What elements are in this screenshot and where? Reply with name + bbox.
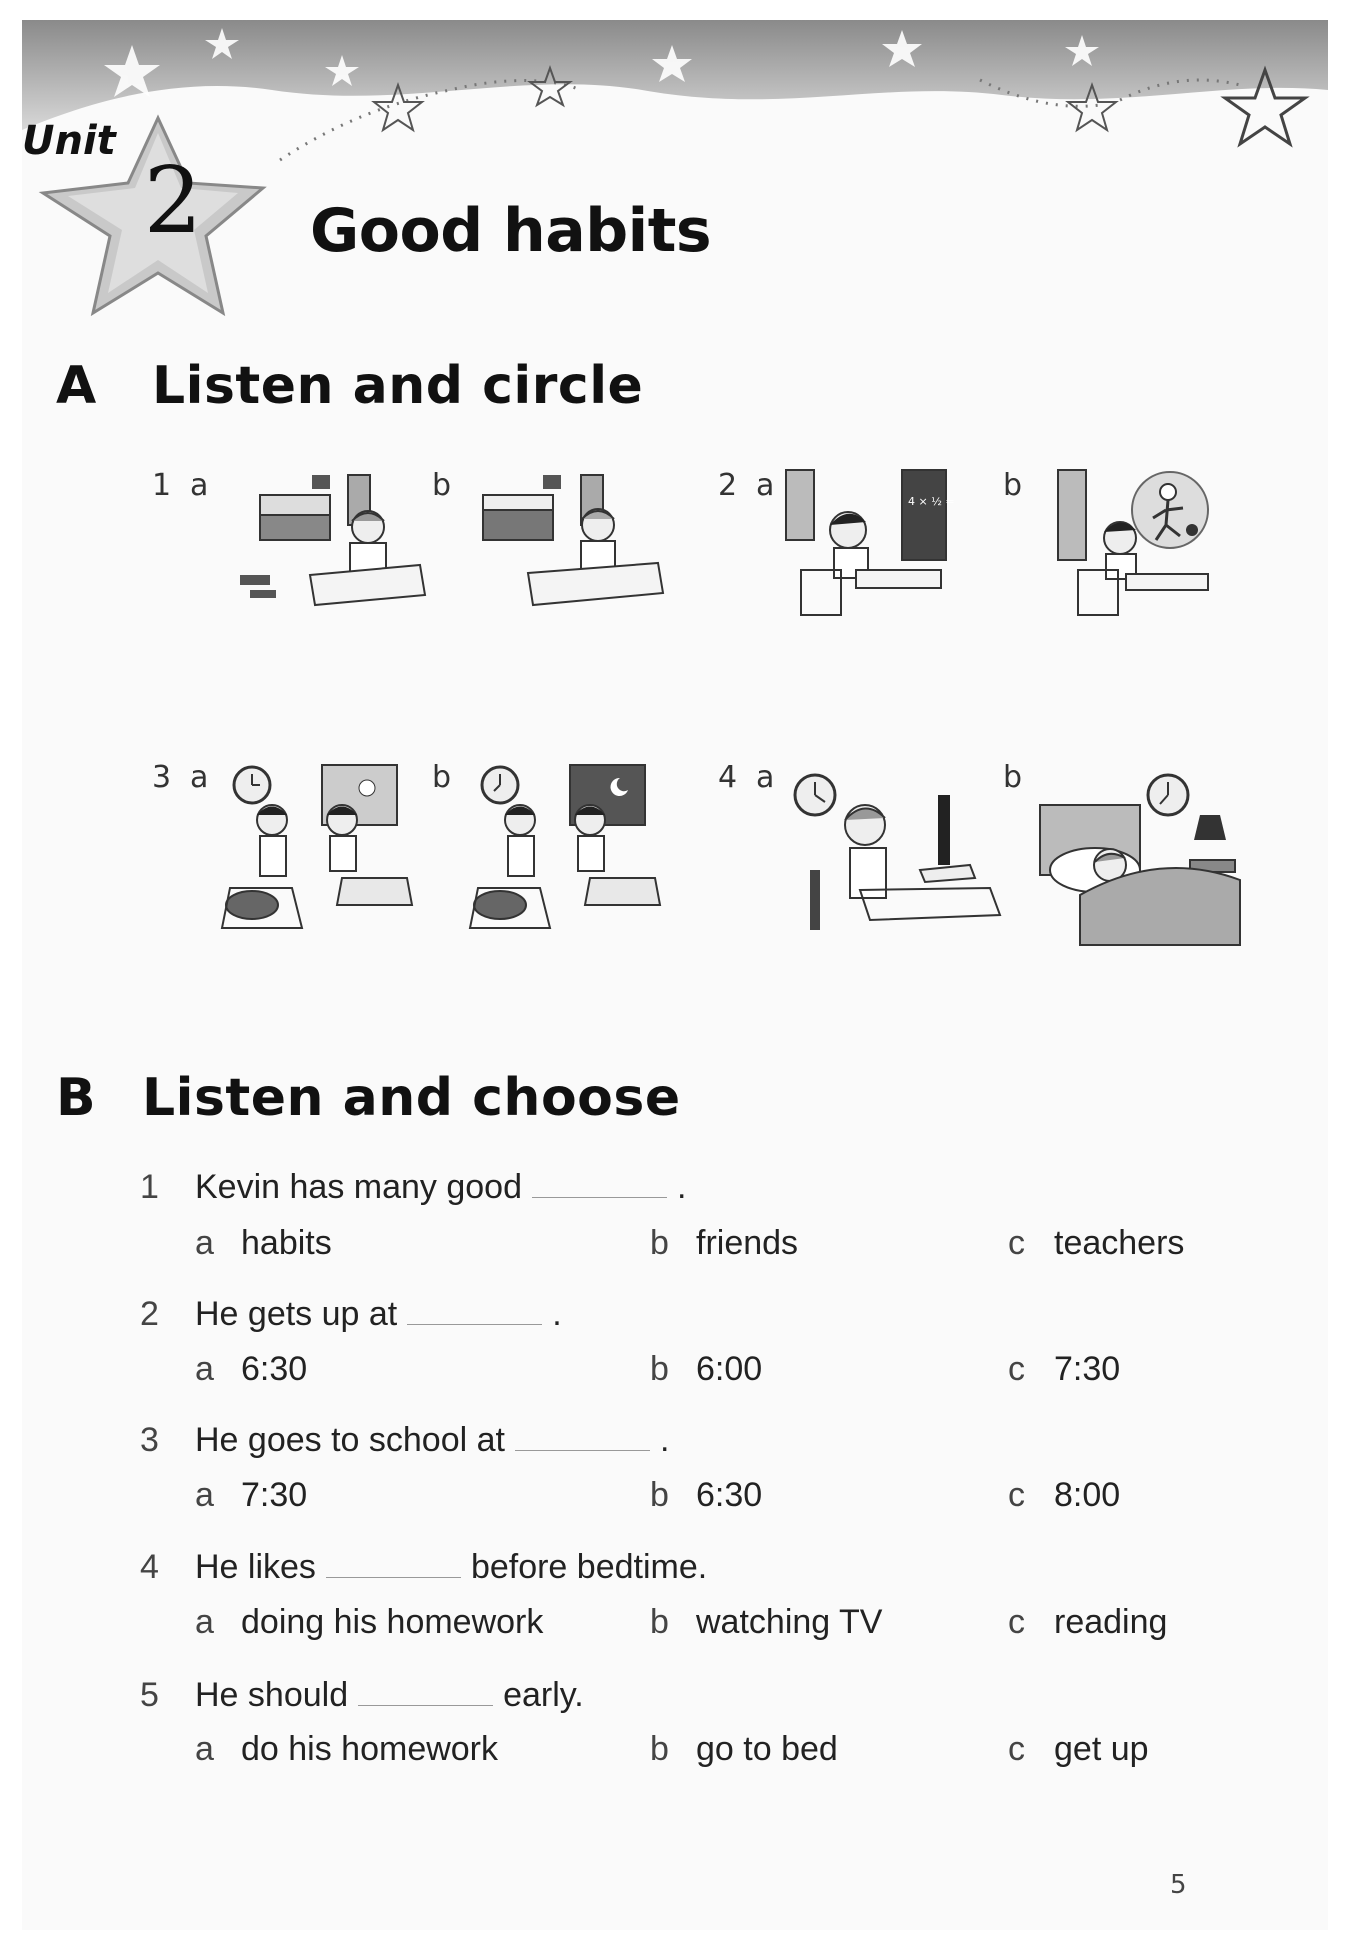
section-a-letter: A — [56, 356, 97, 416]
dotted-stars-decoration — [280, 60, 1330, 180]
question-number: 2 — [140, 1295, 159, 1333]
item-2-option-b[interactable]: b — [1003, 468, 1023, 503]
option-c[interactable]: c teachers — [1008, 1224, 1185, 1262]
answer-blank[interactable] — [358, 1677, 493, 1706]
mother-cooking-girl-washing-day-picture[interactable] — [222, 760, 422, 935]
question-text: He likes — [195, 1548, 316, 1586]
section-b-letter: B — [56, 1068, 96, 1128]
question-text: He should — [195, 1676, 349, 1714]
item-4-option-b[interactable]: b — [1003, 760, 1023, 795]
option-a[interactable]: a 7:30 — [195, 1476, 308, 1514]
item-2-number: 2 — [718, 468, 738, 503]
option-c[interactable]: c reading — [1008, 1603, 1168, 1641]
option-b[interactable]: b friends — [650, 1224, 799, 1262]
section-a-title: Listen and circle — [152, 356, 644, 416]
answer-blank[interactable] — [532, 1169, 667, 1198]
item-1-number: 1 — [152, 468, 172, 503]
boy-watching-blackboard-picture[interactable] — [786, 470, 955, 615]
question-3 — [140, 1421, 669, 1460]
page-number: 5 — [1170, 1870, 1187, 1900]
question-text: Kevin has many good — [195, 1168, 522, 1206]
question-number: 5 — [140, 1676, 159, 1714]
blackboard-text: 4 × ½ = — [908, 495, 955, 508]
option-a[interactable]: a do his homework — [195, 1730, 499, 1768]
question-5 — [140, 1676, 584, 1715]
question-text: He gets up at — [195, 1295, 398, 1333]
option-c[interactable]: c get up — [1008, 1730, 1149, 1768]
item-1-option-b[interactable]: b — [432, 468, 452, 503]
option-a[interactable]: a 6:30 — [195, 1350, 308, 1388]
question-text-end: . — [659, 1421, 670, 1459]
item-2-option-a[interactable]: a — [756, 468, 775, 503]
unit-word: Unit — [22, 118, 116, 164]
question-text: He goes to school at — [195, 1421, 505, 1459]
question-2 — [140, 1295, 562, 1334]
option-c[interactable]: c 7:30 — [1008, 1350, 1121, 1388]
option-b[interactable]: b go to bed — [650, 1730, 838, 1768]
question-1 — [140, 1168, 686, 1207]
unit-number: 2 — [143, 147, 203, 254]
boy-sleeping-in-bed-picture[interactable] — [1040, 770, 1240, 945]
answer-blank[interactable] — [326, 1549, 461, 1578]
item-4-number: 4 — [718, 760, 738, 795]
girl-studying-messy-room-picture[interactable] — [220, 465, 425, 610]
page-title: Good habits — [310, 196, 712, 266]
question-number: 1 — [140, 1168, 159, 1206]
question-text-end: . — [552, 1295, 562, 1333]
option-b[interactable]: b 6:00 — [650, 1350, 763, 1388]
item-1-option-a[interactable]: a — [190, 468, 209, 503]
mother-cooking-girl-washing-night-picture[interactable] — [470, 760, 670, 935]
option-c[interactable]: c 8:00 — [1008, 1476, 1121, 1514]
item-3-option-b[interactable]: b — [432, 760, 452, 795]
girl-studying-tidy-room-picture[interactable] — [463, 465, 663, 610]
boy-using-computer-picture[interactable] — [790, 770, 1000, 935]
boy-daydreaming-football-picture[interactable] — [1058, 470, 1218, 615]
question-number: 4 — [140, 1548, 159, 1586]
question-text-end: before bedtime. — [470, 1548, 708, 1586]
item-4-option-a[interactable]: a — [756, 760, 775, 795]
option-a[interactable]: a habits — [195, 1224, 332, 1262]
answer-blank[interactable] — [407, 1296, 542, 1325]
question-text-end: . — [676, 1168, 687, 1206]
item-3-number: 3 — [152, 760, 172, 795]
question-4 — [140, 1548, 707, 1587]
answer-blank[interactable] — [515, 1422, 650, 1451]
section-b-title: Listen and choose — [142, 1068, 681, 1128]
question-number: 3 — [140, 1421, 159, 1459]
option-b[interactable]: b watching TV — [650, 1603, 883, 1641]
item-3-option-a[interactable]: a — [190, 760, 209, 795]
question-text-end: early. — [503, 1676, 584, 1714]
option-a[interactable]: a doing his homework — [195, 1603, 544, 1641]
option-b[interactable]: b 6:30 — [650, 1476, 763, 1514]
